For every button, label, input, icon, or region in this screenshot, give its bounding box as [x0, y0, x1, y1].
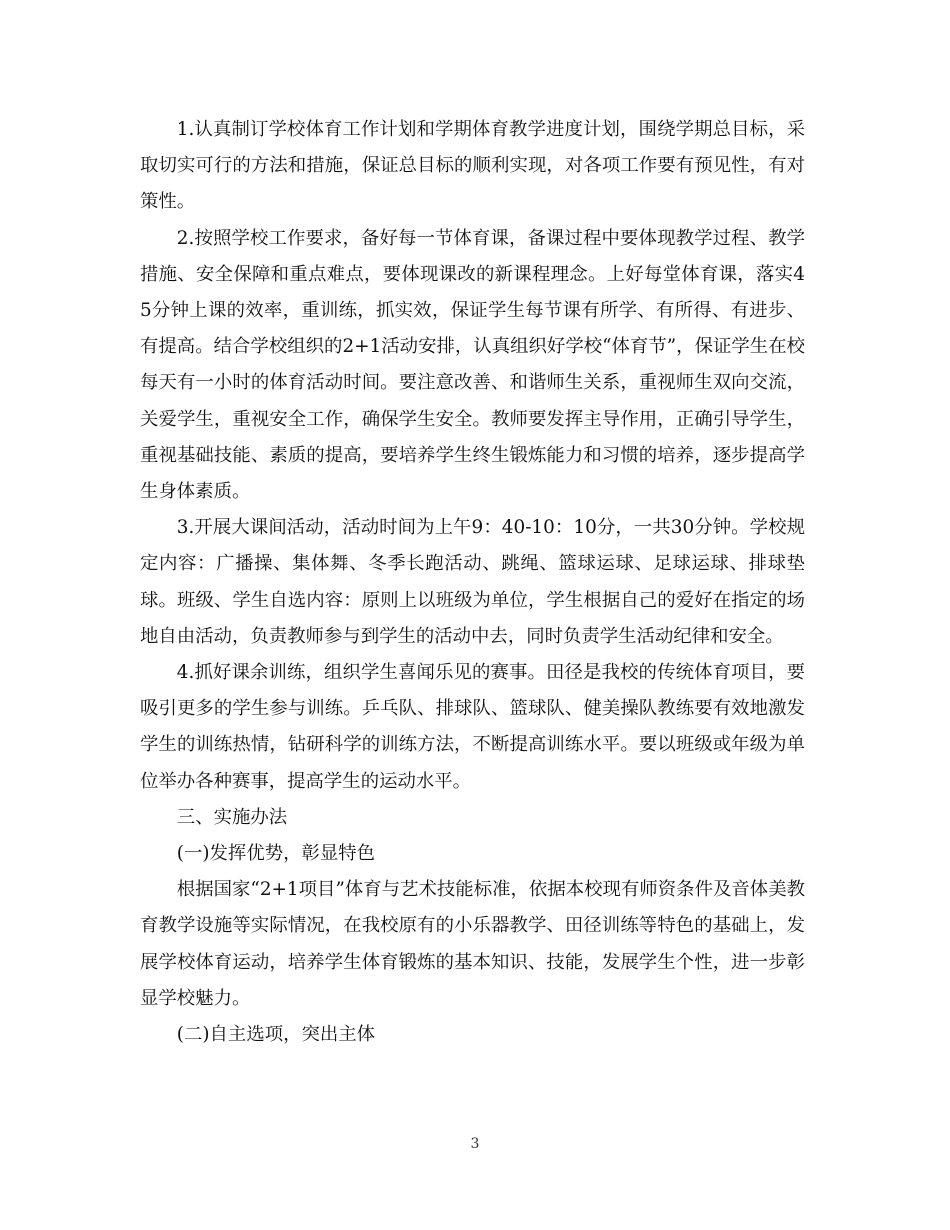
- page-number: 3: [470, 1136, 480, 1152]
- paragraph-item-1: 1.认真制订学校体育工作计划和学期体育教学进度计划，围绕学期总目标，采取切实可行的方法和措施，保证总目标的顺利实现，对各项工作要有预见性，有对策性。: [140, 119, 805, 213]
- paragraph-item-2: 2.按照学校工作要求，备好每一节体育课，备课过程中要体现教学过程、教学措施、安全保障和重点难点，要体现课改的新课程理念。上好每堂体育课，落实45分钟上课的效率，重训练，抓实效，保证学生每节课有所学、有所得、有进步、有提高。结合学校组织的2+1活动安排，认真组织好学校“体育节”，保证学生在校每天有一小时的体育活动时间。要注意改善、和谐师生关系，重视师生双向交流，关爱学生，重视安全工作，确保学生安全。教师要发挥主导作用，正确引导学生，重视基础技能、素质的提高，要培养学生终生锻炼能力和习惯的培养，逐步提高学生身体素质。: [140, 227, 805, 503]
- paragraph-item-3: 3.开展大课间活动，活动时间为上午9：40-10：10分，一共30分钟。学校规定内容：广播操、集体舞、冬季长跑活动、跳绳、篮球运球、足球运球、排球垫球。班级、学生自选内容：原则上以班级为单位，学生根据自己的爱好在指定的场地自由活动，负责教师参与到学生的活动中去，同时负责学生活动纪律和安全。: [140, 517, 805, 647]
- paragraph-body: 根据国家“2+1项目”体育与艺术技能标准，依据本校现有师资条件及音体美教育教学设施等实际情况，在我校原有的小乐器教学、田径训练等特色的基础上，发展学校体育运动，培养学生体育锻炼的基本知识、技能，发展学生个性，进一步彰显学校魅力。: [140, 879, 805, 1009]
- subsection-heading-1: (一)发挥优势，彰显特色: [176, 843, 376, 865]
- document-body: [140, 112, 805, 1053]
- subsection-heading-2: (二)自主选项，突出主体: [176, 1024, 376, 1046]
- paragraph-item-4: 4.抓好课余训练，组织学生喜闻乐见的赛事。田径是我校的传统体育项目，要吸引更多的学生参与训练。乒乓队、排球队、篮球队、健美操队教练要有效地激发学生的训练热情，钻研科学的训练方法，不断提高训练水平。要以班级或年级为单位举办各种赛事，提高学生的运动水平。: [140, 662, 805, 792]
- section-heading: 三、实施办法: [176, 806, 288, 828]
